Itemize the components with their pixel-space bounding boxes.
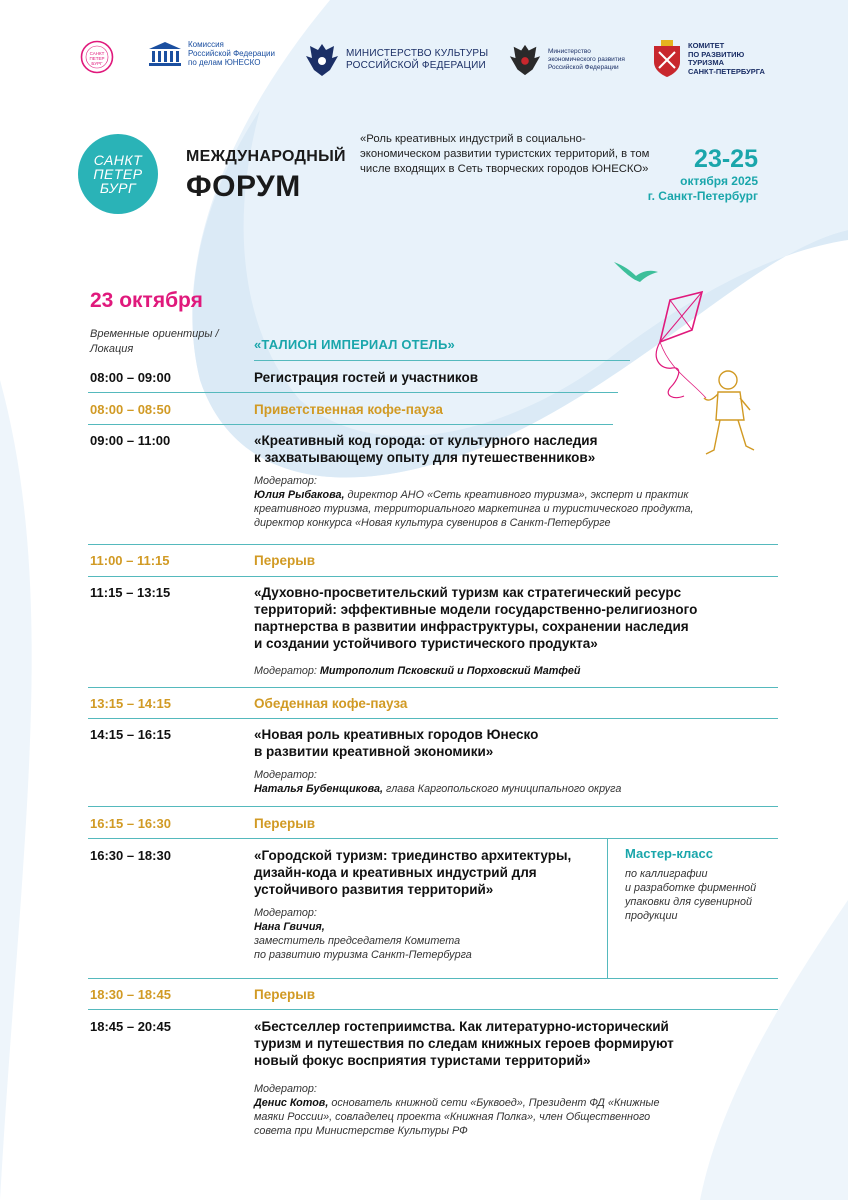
komitet-logo-text	[688, 42, 768, 76]
moderator-block	[254, 474, 694, 530]
dates-range: 23-25	[694, 145, 758, 173]
moderator-role: основатель книжной сети «Буквоед», Президент ФД «Книжные	[328, 1097, 660, 1109]
komitet-line-3: ТУРИЗМА	[688, 58, 725, 67]
dates-city: г. Санкт-Петербург	[647, 189, 758, 203]
row-title: Перерыв	[254, 553, 316, 568]
mineco-logo-text	[548, 48, 638, 72]
master-class-line: и разработке фирменной	[625, 882, 757, 894]
divider	[254, 360, 630, 361]
title-line: «Новая роль креативных городов Юнеско	[254, 727, 539, 742]
boy-icon	[704, 371, 754, 454]
title-line: устойчивого развития территорий»	[254, 882, 494, 897]
divider	[88, 806, 778, 807]
komitet-logo	[652, 40, 768, 78]
title-line: «Духовно-просветительский туризм как стратегический ресурс	[254, 585, 682, 600]
moderator-role: креативного туризма, территориального маркетинга и туристического продукта,	[254, 503, 694, 515]
eagle-emblem-icon	[508, 40, 542, 80]
divider	[88, 687, 778, 688]
mineco-line-2: экономического развития	[548, 56, 625, 63]
divider	[88, 576, 778, 577]
badge-line-3: БУРГ	[99, 180, 137, 196]
row-title	[254, 847, 571, 898]
divider	[88, 1009, 778, 1010]
bird-icon	[614, 262, 658, 282]
komitet-line-2: ПО РАЗВИТИЮ	[688, 49, 745, 59]
master-class-description	[625, 867, 785, 923]
unesco-line-3: по делам ЮНЕСКО	[188, 58, 261, 67]
title-line: «Бестселлер гостеприимства. Как литературно-исторический	[254, 1019, 669, 1034]
title-line: территорий: эффективные модели государственно-религиозного	[254, 602, 698, 617]
row-title: Перерыв	[254, 816, 316, 831]
title-line: в развитии креативной экономики»	[254, 744, 494, 759]
moderator-role: глава Каргопольского муниципального округа	[383, 783, 622, 795]
row-time: 13:15 – 14:15	[90, 696, 171, 711]
title-line: новый фокус восприятия туристами территорий»	[254, 1053, 591, 1068]
minkult-line-2: РОССИЙСКОЙ ФЕДЕРАЦИИ	[346, 60, 486, 71]
moderator-label: Модератор:	[254, 665, 317, 677]
mineco-logo	[508, 40, 638, 80]
divider	[88, 424, 613, 425]
moderator-block	[254, 768, 621, 796]
forum-title: ФОРУМ	[186, 170, 301, 203]
moderator-role: маяки России», совладелец проекта «Книжная Полка», член Общественного	[254, 1111, 651, 1123]
row-title	[254, 584, 697, 652]
minkult-line-1: МИНИСТЕРСТВО КУЛЬТУРЫ	[346, 48, 489, 59]
unesco-line-2: Российской Федерации	[188, 49, 275, 58]
title-line: к захватывающему опыту для путешественников»	[254, 450, 596, 465]
komitet-line-4: САНКТ-ПЕТЕРБУРГА	[688, 66, 765, 76]
title-line: «Городской туризм: триединство архитектуры,	[254, 848, 572, 863]
master-class-title: Мастер-класс	[625, 846, 713, 861]
moderator-role: по развитию туризма Санкт-Петербурга	[254, 949, 472, 961]
title-line: туризм и путешествия по следам книжных героев формируют	[254, 1036, 674, 1051]
partner-logos	[80, 40, 780, 96]
moderator-block	[254, 1082, 659, 1138]
row-time: 16:30 – 18:30	[90, 848, 171, 863]
komitet-line-1: КОМИТЕТ	[688, 41, 725, 50]
row-title	[254, 726, 538, 760]
title-line: партнерства в развитии инфраструктуры, сохранении наследия	[254, 619, 689, 634]
row-time: 09:00 – 11:00	[90, 433, 171, 448]
row-title: Перерыв	[254, 987, 316, 1002]
minkult-logo-text	[346, 48, 488, 72]
row-title	[254, 1018, 674, 1069]
spb-coat-of-arms-icon	[652, 40, 682, 78]
moderator-block	[254, 664, 581, 678]
master-class-line: упаковки для сувенирной	[625, 896, 752, 908]
badge-line-2: ПЕТЕР	[93, 166, 143, 182]
forum-description: «Роль креативных индустрий в социально-экономическом развитии туристских территорий, в том числе входящих в Сеть творческих городов ЮНЕСКО»	[360, 133, 650, 175]
moderator-label: Модератор:	[254, 907, 317, 919]
spb-badge-logo	[78, 134, 158, 214]
title-line: «Креативный код города: от культурного наследия	[254, 433, 598, 448]
dates-month: октября 2025	[680, 174, 758, 188]
moderator-label: Модератор:	[254, 475, 317, 487]
moderator-role: директор АНО «Сеть креативного туризма», эксперт и практик	[344, 489, 689, 501]
eagle-emblem-icon	[304, 40, 340, 80]
moderator-name: Юлия Рыбакова,	[254, 489, 345, 501]
divider	[88, 392, 618, 393]
unesco-temple-icon	[148, 41, 182, 67]
moderator-name: Митрополит Псковский и Порховский Матфей	[319, 665, 581, 677]
row-title: Регистрация гостей и участников	[254, 370, 478, 385]
badge-line-1: САНКТ	[93, 152, 143, 168]
spb-300-logo	[80, 40, 114, 74]
vertical-divider	[607, 838, 608, 978]
time-column-header: Временные ориентиры / Локация	[90, 328, 219, 355]
moderator-name: Нана Гвичия,	[254, 921, 325, 933]
moderator-role: заместитель председателя Комитета	[254, 935, 461, 947]
unesco-line-1: Комиссия	[188, 40, 224, 49]
divider	[88, 718, 778, 719]
title-line: дизайн-кода и креативных индустрий для	[254, 865, 537, 880]
row-time: 14:15 – 16:15	[90, 727, 171, 742]
master-class-line: продукции	[625, 910, 678, 922]
mineco-line-3: Российской Федерации	[548, 64, 619, 71]
row-title: Обеденная кофе-пауза	[254, 696, 408, 711]
location-header: «ТАЛИОН ИМПЕРИАЛ ОТЕЛЬ»	[254, 337, 455, 352]
moderator-label: Модератор:	[254, 769, 317, 781]
title-line: и создании устойчивого туристического продукта»	[254, 636, 598, 651]
moderator-name: Денис Котов,	[254, 1097, 329, 1109]
row-time: 08:00 – 08:50	[90, 402, 171, 417]
row-time: 16:15 – 16:30	[90, 816, 171, 831]
forum-label: МЕЖДУНАРОДНЫЙ	[186, 148, 346, 165]
divider	[88, 978, 778, 979]
master-class-block	[625, 846, 785, 923]
row-time: 11:15 – 13:15	[90, 585, 171, 600]
moderator-name: Наталья Бубенщикова,	[254, 783, 384, 795]
forum-dates	[624, 145, 758, 204]
row-time: 18:45 – 20:45	[90, 1019, 171, 1034]
master-class-line: по каллиграфии	[625, 868, 708, 880]
unesco-logo-text	[188, 40, 298, 67]
mineco-line-1: Министерство	[548, 48, 591, 55]
day-title: 23 октября	[90, 289, 203, 312]
row-time: 08:00 – 09:00	[90, 370, 171, 385]
row-title	[254, 432, 598, 466]
moderator-label: Модератор:	[254, 1083, 317, 1095]
moderator-block	[254, 906, 472, 962]
unesco-commission-logo	[148, 40, 298, 67]
moderator-role: совета при Министерстве Культуры РФ	[254, 1125, 468, 1137]
minkult-logo	[304, 40, 488, 80]
row-time: 18:30 – 18:45	[90, 987, 171, 1002]
divider	[88, 544, 778, 545]
spb-logo-text: САНКТ ПЕТЕР БУРГ	[89, 51, 105, 66]
moderator-role: директор конкурса «Новая культура сувениров в Санкт-Петербурге	[254, 517, 611, 529]
divider	[88, 838, 778, 839]
row-time: 11:00 – 11:15	[90, 553, 170, 568]
row-title: Приветственная кофе-пауза	[254, 402, 443, 417]
